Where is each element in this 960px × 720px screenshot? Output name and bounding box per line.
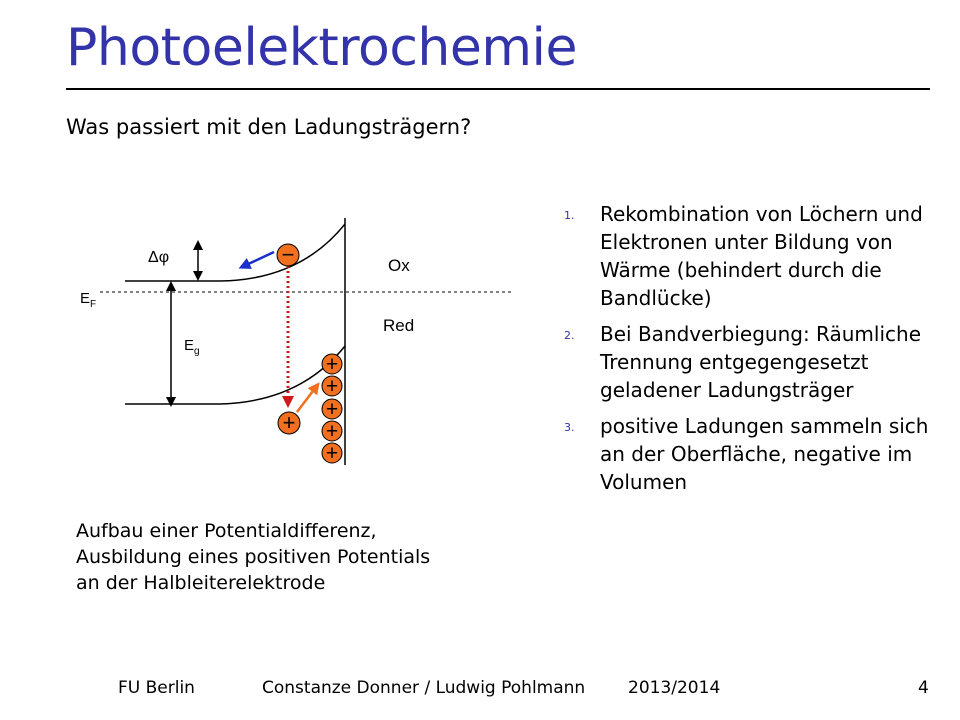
explanation-list	[560, 200, 940, 504]
list-item	[560, 320, 940, 404]
hole-arrow	[297, 387, 316, 412]
svg-text:+: +	[282, 410, 296, 435]
slide-question: Was passiert mit den Ladungsträgern?	[66, 115, 472, 139]
list-item	[560, 412, 940, 496]
caption-line: Ausbildung eines positiven Potentials	[76, 546, 431, 568]
red-label: Red	[383, 316, 415, 335]
footer-page-number: 4	[918, 678, 929, 698]
svg-text:+: +	[325, 420, 339, 443]
hole-charge	[278, 410, 300, 435]
diagram-caption	[76, 518, 496, 596]
surface-plus-charge	[322, 353, 342, 376]
surface-plus-charge	[322, 398, 342, 421]
list-item	[560, 200, 940, 312]
footer-institution: FU Berlin	[118, 678, 195, 698]
footer-year: 2013/2014	[628, 678, 721, 698]
list-item-text: Bei Bandverbiegung: Räumliche Trennung entgegengesetzt geladener Ladungsträger	[600, 322, 922, 402]
svg-text:+: +	[325, 442, 339, 465]
list-item-text: Rekombination von Löchern und Elektronen unter Bildung von Wärme (behindert durch die Bandlücke)	[600, 202, 923, 310]
svg-text:+: +	[325, 375, 339, 398]
ox-label: Ox	[388, 256, 410, 275]
valence-band	[125, 346, 345, 404]
footer-authors: Constanze Donner / Ludwig Pohlmann	[262, 678, 586, 698]
electron-charge	[277, 242, 299, 267]
list-number: 2.	[564, 329, 575, 342]
list-item-text: positive Ladungen sammeln sich an der Oberfläche, negative im Volumen	[600, 414, 929, 494]
dphi-label: Δφ	[148, 249, 170, 266]
surface-plus-charge	[322, 442, 342, 465]
slide-title: Photoelektrochemie	[66, 18, 577, 78]
electron-arrow	[244, 252, 274, 266]
surface-plus-charge	[322, 375, 342, 398]
svg-text:−: −	[281, 242, 295, 267]
svg-text:+: +	[325, 353, 339, 376]
list-number: 3.	[564, 421, 575, 434]
caption-line: an der Halbleiterelektrode	[76, 572, 326, 594]
surface-plus-charge	[322, 420, 342, 443]
list-number: 1.	[564, 209, 575, 222]
caption-line: Aufbau einer Potentialdifferenz,	[76, 520, 377, 542]
eg-label: $E_g$	[184, 337, 200, 357]
svg-text:+: +	[325, 398, 339, 421]
ef-label: $E_F$	[80, 290, 97, 310]
